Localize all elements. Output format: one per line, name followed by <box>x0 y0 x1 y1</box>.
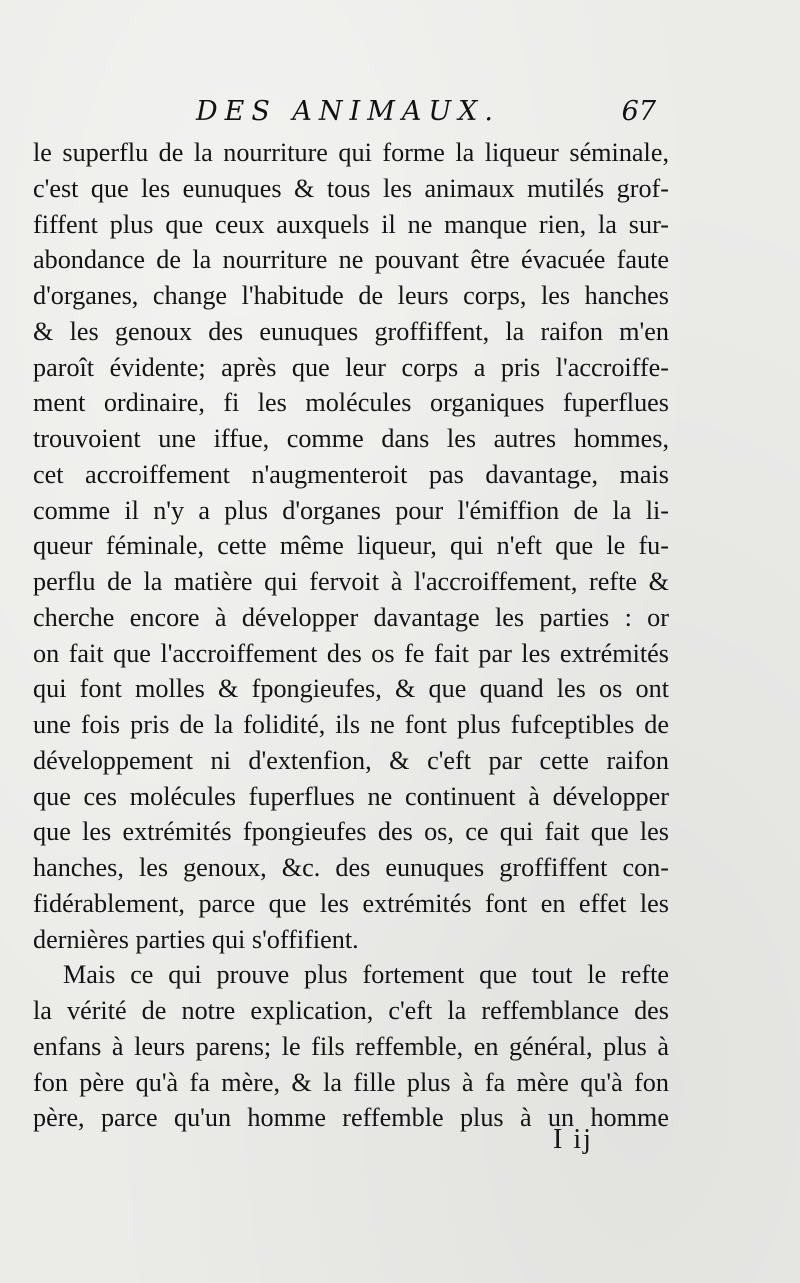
text-line: hanches, les genoux, &c. des eunuques groffiffent con- <box>33 853 669 882</box>
text-line: fiffent plus que ceux auxquels il ne manque rien, la sur- <box>33 209 669 239</box>
text-line: Mais ce qui prouve plus fortement que tout le refte <box>63 960 669 990</box>
text-line: ment ordinaire, fi les molécules organiques fuperflues <box>33 388 669 418</box>
text-line: la vérité de notre explication, c'eft la reffemblance des <box>33 996 669 1025</box>
text-line: enfans à leurs parens; le fils reffemble, en général, plus à <box>33 1031 669 1061</box>
text-line: comme il n'y a plus d'organes pour l'émiffion de la li- <box>33 495 669 525</box>
text-line: père, parce qu'un homme reffemble plus à un homme <box>33 1103 669 1133</box>
running-head <box>196 96 656 136</box>
text-line: d'organes, change l'habitude de leurs corps, les hanches <box>33 281 669 310</box>
text-line: cet accroiffement n'augmenteroit pas davantage, mais <box>33 459 669 489</box>
text-line: fidérablement, parce que les extrémités font en effet les <box>33 888 669 918</box>
text-line: qui font molles & fpongieufes, & que quand les os ont <box>33 674 669 704</box>
text-line: paroît évidente; après que leur corps a pris l'accroiffe- <box>33 352 669 382</box>
text-line: c'est que les eunuques & tous les animaux mutilés grof- <box>33 173 669 203</box>
running-head-title: DES ANIMAUX. <box>196 96 500 127</box>
text-line: queur féminale, cette même liqueur, qui n'eft que le fu- <box>33 531 669 561</box>
signature-mark: I ij <box>553 1124 593 1155</box>
text-line: le superflu de la nourriture qui forme la liqueur séminale, <box>33 138 669 167</box>
text-line: trouvoient une iffue, comme dans les autres hommes, <box>33 424 669 453</box>
text-line: que ces molécules fuperflues ne continuent à développer <box>33 781 669 811</box>
text-line: on fait que l'accroiffement des os fe fait par les extrémités <box>33 638 669 668</box>
text-line: que les extrémités fpongieufes des os, ce qui fait que les <box>33 817 669 847</box>
text-line: fon père qu'à fa mère, & la fille plus à fa mère qu'à fon <box>33 1067 669 1097</box>
text-line: développement ni d'extenfion, & c'eft par cette raifon <box>33 745 669 775</box>
page-number: 67 <box>621 96 656 127</box>
text-line: cherche encore à développer davantage les parties : or <box>33 602 669 632</box>
text-line: abondance de la nourriture ne pouvant être évacuée faute <box>33 245 669 275</box>
text-line: dernières parties qui s'offifient. <box>33 924 359 954</box>
text-line: une fois pris de la folidité, ils ne font plus fufceptibles de <box>33 710 669 739</box>
body-text <box>33 135 669 1136</box>
text-line: perflu de la matière qui fervoit à l'accroiffement, refte & <box>33 567 669 596</box>
text-line: & les genoux des eunuques groffiffent, la raifon m'en <box>33 316 669 346</box>
